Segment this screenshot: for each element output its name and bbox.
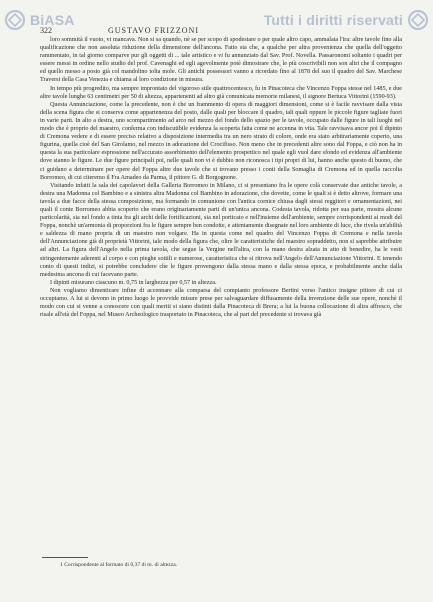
paragraph: Questa Annunciazione, come la precedente, non è che un frammento di opera di maggiori dimensioni, come si è facile ravvisare dalla vista della scena figura che si conserva come appartenenza del posto, dalle quali per bloccare il quadro, tali quali oppure le piccole figure tagliate fuori in varie parti. In alto a destra, uno scompartimento ad arco nel mezzo del fondo dello spazio per le tavole, occupato dalle figure in tali luoghi nel modo che è proprio del maestro, conferma con indiscutibile evidenza la scoperta fatta come ne accenna in vita. Tale ravvisava ancor poi il dipinto di Cremona vedere e di essere preciso relativo a disposizione intermedia tra un nero strato di colore, onde era stato arbitrariamente coperto, una figurina, quella cioè del San Girolamo, nel mezzo in adorazione del Crocifisso. Non meno che in precedenti altre sono dal Foppa, e ciò non ha in questa la sua particolare espressione nell'accurato assorbimento dell'elemento prospettico nel quale egli vuol dare sfondo ed evidenza all'ambiente dove stanno le figure. Le due figure principali poi, nelle quali non vi è dubbio non riconosca i tipi propri di lui, hanno anche questo di buono, che ci guidano a determinare per opere del Foppa altre due tavole che si trovano presso i conti della Somaglia di Cremona ed in quella raccolta Borromeo, di cui citeremo il Fra Amadeo da Parma, il pittore G. di Borgognone. xyxy=(40,101,402,181)
page-header xyxy=(40,26,400,35)
body-text xyxy=(40,36,402,319)
paragraph: Visitando infatti la sala dei capolavori della Galleria Borromeo in Milano, ci si presentano fra le opere colà conservate due antiche tavole, a destra una Madonna col Bambino e a sinistra altra Madonna col Bambino in adorazione, che dovette, come le quali si è detto altrove, formare una tavola a due facce della stessa composizione, ma formando in comunione con l'antica cornice chiusa dagli stessi reggitori e ornamentazioni, nei quali il conte Borromeo abbia scoperto che erano originariamente parti di un'unica ancona. Codesta tavola, ridotta per sua parte, mostra alcune particolarità, sia nel fondo a tinta fra gli archi delle fortificazioni, sia nel porticato e nell'insieme dell'ambiente, sempre corrispondenti ai modi del Foppa, nonchè un'armonia di proporzioni fra le figure sempre ben condotte, e attentamente disegnate nel loro ambiente di luce, che rivela un'abilità e saldezza di mano propria di un maestro non volgare. Ha in questa come nel quadro del Vincenzo Foppa di Cremona e nella tavola dell'Annunciazione già di proprietà Vittorini, tale modo della figura che, oltre le caratteristiche del maestro sopraddetto, non si saprebbe attribuire ad altri. La figura dell'Angelo nella prima tavola, che segue la Vergine nell'altra, con la mano destra alzata in atto di benedire, ha le vesti stringentemente aderenti al corpo e con pieghe sottili e numerose, caratteristica che si ritrova nell'Angelo dell'Annunciazione Vittorini. E tenendo conto di questi indizi, si potrebbe concludere che le figure provengono dalla stessa mano e dalla stessa epoca, e probabilmente anche dalla medesima ancona di cui facevano parte. xyxy=(40,182,402,278)
watermark-brand: BiASA xyxy=(30,12,75,28)
biasa-logo-icon xyxy=(4,9,26,31)
running-head: GUSTAVO FRIZZONI xyxy=(108,26,199,35)
biasa-logo-icon xyxy=(407,9,429,31)
footnote: 1 Corrispondente al formato di 0,37 di m. di altezza. xyxy=(60,562,178,568)
footnote-divider xyxy=(42,557,88,558)
paragraph: loro sommità il vuoto, vi mancava. Non si sa quando, nè se per scopo di spodestare o per quale altro capo, ammalata l'ira: altre tavole fino alla qualificazione che non assoluta riduzione della dimensione dell'ancona. Fatto sta che, a qualche per altra provenienza che quella dell'oggetto rammentato, in tal giorno comparve pur gli oggetti di ... tale artistico e vi fu annunziato dal Sav. Prof. Novella. Passaronomi soltanto i quadri per essere messi in ordine nello studio del prof. Cavenaghi ed egli agevolmente potè dimostrare che, le più coscrivibili non son altri che il compagno ed quello messo a posto già col mandolino tolta mole. Gli antichi possessori vanno a ricordato fino al 1878 del suo il quadro del Sav. Marchese Traversi della Casa Venezia e chiama al loro condizione in misura. xyxy=(40,37,402,84)
watermark-rights-text: Tutti i diritti riservati xyxy=(263,12,403,28)
page-number: 322 xyxy=(40,26,52,35)
paragraph: In tempo più progredito, ma sempre improntato del vigoroso stile quattrocentesco, fu in Pinacoteca che Vincenzo Foppa stesse nel 1485, e due altre tavole lunghe 63 centimetri per 50 di altezza, appartenenti ad altro già comunicata memorie milanesi, il signore Bertuca Vittorini (1590-93). xyxy=(40,85,402,100)
paragraph: I dipinti misurano ciascuno m. 0,75 in larghezza per 0,57 in altezza. xyxy=(50,279,217,286)
paragraph: Non vogliamo dimenticare infine di accennare alla comparsa del compianto professore Bertini verso l'antico insigne pittore di cui ci occupiamo. A lui si devono in primo luogo le provvide misure prese per salvaguardare diffusamente della invenzione delle sue opere, nonchè il modo con cui si venne a conoscere con quali meriti si siano distinti dalla Pinacoteca di Brera; a lui la buona collocazione di altra affresco, che risale all'età del Foppa, nel Museo Archeologico trasportato in Pinacoteca, che al pari del precedente si trovava già xyxy=(40,287,402,319)
